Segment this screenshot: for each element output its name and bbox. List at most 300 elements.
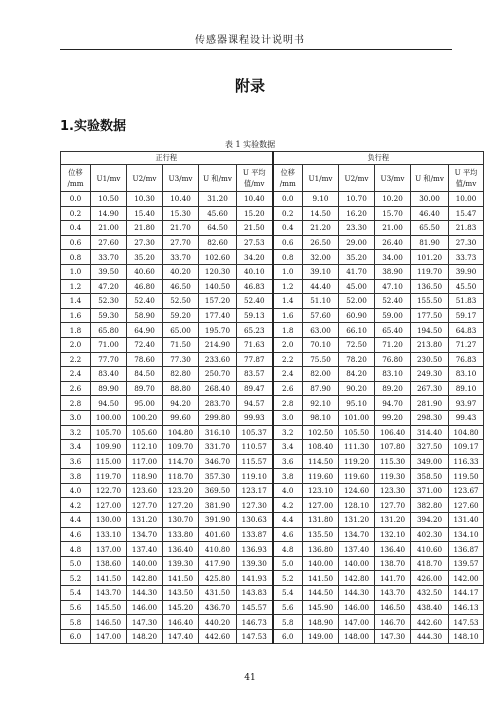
table-cell: 90.20 — [339, 381, 375, 396]
table-cell: 298.30 — [411, 410, 449, 425]
table-row — [61, 352, 484, 367]
table-cell: 147.53 — [449, 615, 484, 630]
table-cell: 89.90 — [91, 381, 127, 396]
table-cell: 331.70 — [199, 440, 237, 455]
table-cell: 59.17 — [449, 308, 484, 323]
table-cell: 105.50 — [339, 425, 375, 440]
table-cell: 177.40 — [199, 308, 237, 323]
table-cell: 0.0 — [61, 192, 91, 207]
table-cell: 4.6 — [273, 527, 303, 542]
table-cell: 144.17 — [449, 586, 484, 601]
table-cell: 123.20 — [163, 483, 199, 498]
table-cell: 0.6 — [273, 235, 303, 250]
table-cell: 141.70 — [375, 571, 411, 586]
appendix-title: 附录 — [234, 77, 265, 95]
table-cell: 95.00 — [127, 396, 163, 411]
table-cell: 71.27 — [449, 337, 484, 352]
table-cell: 137.40 — [127, 542, 163, 557]
table-cell: 138.60 — [91, 556, 127, 571]
table-cell: 136.93 — [237, 542, 273, 557]
table-cell: 115.30 — [375, 454, 411, 469]
table-cell: 145.20 — [163, 600, 199, 615]
table-cell: 431.50 — [199, 586, 237, 601]
table-cell: 2.4 — [61, 367, 91, 382]
table-row — [61, 600, 484, 615]
table-cell: 147.40 — [163, 629, 199, 644]
table-cell: 119.30 — [375, 469, 411, 484]
table-row — [61, 192, 484, 207]
table-row — [61, 381, 484, 396]
table-cell: 23.30 — [339, 221, 375, 236]
table-cell: 145.50 — [91, 600, 127, 615]
table-row — [61, 367, 484, 382]
experiment-data-table — [60, 151, 484, 644]
table-cell: 5.0 — [61, 556, 91, 571]
table-cell: 21.70 — [163, 221, 199, 236]
table-cell: 100.20 — [127, 410, 163, 425]
table-cell: 89.47 — [237, 381, 273, 396]
table-cell: 2.4 — [273, 367, 303, 382]
table-cell: 109.17 — [449, 440, 484, 455]
table-cell: 4.0 — [273, 483, 303, 498]
table-cell: 72.50 — [339, 337, 375, 352]
table-cell: 78.20 — [339, 352, 375, 367]
table-row — [61, 483, 484, 498]
table-cell: 39.90 — [449, 264, 484, 279]
table-cell: 83.57 — [237, 367, 273, 382]
table-row — [61, 527, 484, 542]
table-cell: 147.00 — [339, 615, 375, 630]
table-cell: 46.40 — [411, 206, 449, 221]
table-caption: 表 1 实验数据 — [224, 140, 276, 149]
table-cell: 146.73 — [237, 615, 273, 630]
table-cell: 4.2 — [273, 498, 303, 513]
table-cell: 4.0 — [61, 483, 91, 498]
table-cell: 118.70 — [163, 469, 199, 484]
table-row — [61, 264, 484, 279]
table-cell: 134.70 — [127, 527, 163, 542]
table-cell: 34.00 — [375, 250, 411, 265]
table-cell: 59.30 — [91, 308, 127, 323]
table-cell: 63.00 — [303, 323, 339, 338]
table-cell: 0.4 — [61, 221, 91, 236]
table-cell: 116.33 — [449, 454, 484, 469]
table-cell: 127.60 — [449, 498, 484, 513]
table-cell: 442.60 — [199, 629, 237, 644]
table-cell: 95.10 — [339, 396, 375, 411]
column-header-reverse: U 和/mv — [411, 165, 449, 192]
table-row — [61, 629, 484, 644]
column-header-forward: U 和/mv — [199, 165, 237, 192]
table-cell: 71.63 — [237, 337, 273, 352]
table-row — [61, 396, 484, 411]
table-cell: 3.6 — [61, 454, 91, 469]
table-cell: 230.50 — [411, 352, 449, 367]
table-cell: 21.00 — [91, 221, 127, 236]
table-cell: 5.4 — [273, 586, 303, 601]
table-cell: 65.00 — [163, 323, 199, 338]
table-cell: 3.2 — [273, 425, 303, 440]
table-cell: 64.83 — [449, 323, 484, 338]
table-cell: 77.87 — [237, 352, 273, 367]
table-cell: 105.70 — [91, 425, 127, 440]
table-cell: 41.70 — [339, 264, 375, 279]
table-cell: 21.80 — [127, 221, 163, 236]
table-cell: 131.40 — [449, 513, 484, 528]
table-cell: 10.70 — [339, 192, 375, 207]
table-cell: 6.0 — [273, 629, 303, 644]
table-cell: 52.30 — [91, 294, 127, 309]
table-row — [61, 323, 484, 338]
table-cell: 2.8 — [273, 396, 303, 411]
table-row — [61, 235, 484, 250]
table-cell: 119.10 — [237, 469, 273, 484]
table-cell: 82.80 — [163, 367, 199, 382]
table-cell: 1.6 — [61, 308, 91, 323]
table-cell: 346.70 — [199, 454, 237, 469]
table-cell: 45.50 — [449, 279, 484, 294]
table-cell: 143.70 — [91, 586, 127, 601]
table-cell: 214.90 — [199, 337, 237, 352]
table-row — [61, 498, 484, 513]
table-cell: 4.6 — [61, 527, 91, 542]
table-cell: 99.43 — [449, 410, 484, 425]
table-row — [61, 615, 484, 630]
table-cell: 2.6 — [273, 381, 303, 396]
table-cell: 123.10 — [303, 483, 339, 498]
table-cell: 71.20 — [375, 337, 411, 352]
table-cell: 52.40 — [237, 294, 273, 309]
table-cell: 46.83 — [237, 279, 273, 294]
table-cell: 0.8 — [273, 250, 303, 265]
table-cell: 31.20 — [199, 192, 237, 207]
table-cell: 92.10 — [303, 396, 339, 411]
table-cell: 131.80 — [303, 513, 339, 528]
table-cell: 88.80 — [163, 381, 199, 396]
table-cell: 40.10 — [237, 264, 273, 279]
table-cell: 107.80 — [375, 440, 411, 455]
table-cell: 93.97 — [449, 396, 484, 411]
column-header-reverse: U1/mv — [303, 165, 339, 192]
table-cell: 59.13 — [237, 308, 273, 323]
table-cell: 1.2 — [61, 279, 91, 294]
table-group-header-row — [61, 152, 484, 165]
table-cell: 1.6 — [273, 308, 303, 323]
table-cell: 130.00 — [91, 513, 127, 528]
table-cell: 143.83 — [237, 586, 273, 601]
header-divider — [60, 49, 452, 50]
column-header-forward: 位移 /mm — [61, 165, 91, 192]
table-cell: 65.23 — [237, 323, 273, 338]
table-cell: 127.00 — [303, 498, 339, 513]
table-cell: 47.10 — [375, 279, 411, 294]
table-cell: 358.50 — [411, 469, 449, 484]
table-cell: 100.00 — [91, 410, 127, 425]
table-cell: 87.90 — [303, 381, 339, 396]
table-cell: 38.90 — [375, 264, 411, 279]
table-cell: 35.20 — [339, 250, 375, 265]
table-cell: 4.8 — [61, 542, 91, 557]
table-cell: 26.40 — [375, 235, 411, 250]
table-cell: 52.00 — [339, 294, 375, 309]
table-cell: 438.40 — [411, 600, 449, 615]
table-cell: 51.10 — [303, 294, 339, 309]
table-cell: 21.20 — [303, 221, 339, 236]
table-cell: 52.40 — [127, 294, 163, 309]
table-cell: 128.10 — [339, 498, 375, 513]
table-cell: 3.4 — [61, 440, 91, 455]
table-cell: 71.00 — [91, 337, 127, 352]
table-cell: 4.2 — [61, 498, 91, 513]
column-header-forward: U1/mv — [91, 165, 127, 192]
table-cell: 83.40 — [91, 367, 127, 382]
table-cell: 118.90 — [127, 469, 163, 484]
table-cell: 64.90 — [127, 323, 163, 338]
table-row — [61, 440, 484, 455]
table-cell: 135.50 — [303, 527, 339, 542]
table-cell: 432.50 — [411, 586, 449, 601]
table-row — [61, 410, 484, 425]
table-cell: 44.40 — [303, 279, 339, 294]
table-cell: 123.67 — [449, 483, 484, 498]
table-cell: 0.2 — [61, 206, 91, 221]
table-cell: 142.80 — [127, 571, 163, 586]
table-cell: 94.50 — [91, 396, 127, 411]
table-cell: 141.93 — [237, 571, 273, 586]
table-cell: 148.90 — [303, 615, 339, 630]
table-cell: 10.50 — [91, 192, 127, 207]
table-cell: 114.50 — [303, 454, 339, 469]
table-cell: 5.2 — [61, 571, 91, 586]
table-cell: 101.20 — [411, 250, 449, 265]
table-cell: 140.00 — [303, 556, 339, 571]
table-cell: 94.20 — [163, 396, 199, 411]
table-cell: 144.30 — [339, 586, 375, 601]
table-cell: 146.70 — [375, 615, 411, 630]
table-cell: 1.2 — [273, 279, 303, 294]
table-cell: 26.50 — [303, 235, 339, 250]
table-cell: 132.10 — [375, 527, 411, 542]
table-cell: 155.50 — [411, 294, 449, 309]
table-cell: 0.6 — [61, 235, 91, 250]
table-cell: 140.00 — [339, 556, 375, 571]
table-cell: 45.60 — [199, 206, 237, 221]
table-cell: 102.60 — [199, 250, 237, 265]
table-cell: 75.50 — [303, 352, 339, 367]
table-cell: 436.70 — [199, 600, 237, 615]
table-cell: 140.00 — [127, 556, 163, 571]
table-cell: 3.8 — [273, 469, 303, 484]
table-cell: 21.00 — [375, 221, 411, 236]
table-cell: 440.20 — [199, 615, 237, 630]
table-cell: 40.60 — [127, 264, 163, 279]
table-cell: 444.30 — [411, 629, 449, 644]
table-cell: 10.20 — [375, 192, 411, 207]
table-cell: 131.20 — [127, 513, 163, 528]
table-cell: 148.10 — [449, 629, 484, 644]
table-row — [61, 513, 484, 528]
table-cell: 401.60 — [199, 527, 237, 542]
table-cell: 99.20 — [375, 410, 411, 425]
table-cell: 65.80 — [91, 323, 127, 338]
table-cell: 123.60 — [127, 483, 163, 498]
table-cell: 82.00 — [303, 367, 339, 382]
table-cell: 381.90 — [199, 498, 237, 513]
table-cell: 148.00 — [339, 629, 375, 644]
table-cell: 2.2 — [61, 352, 91, 367]
table-cell: 10.40 — [163, 192, 199, 207]
table-row — [61, 294, 484, 309]
table-cell: 5.4 — [61, 586, 91, 601]
table-cell: 78.60 — [127, 352, 163, 367]
table-cell: 394.20 — [411, 513, 449, 528]
table-cell: 281.90 — [411, 396, 449, 411]
page-number: 41 — [244, 673, 256, 683]
table-cell: 15.40 — [127, 206, 163, 221]
table-cell: 83.10 — [375, 367, 411, 382]
table-cell: 57.60 — [303, 308, 339, 323]
table-cell: 45.00 — [339, 279, 375, 294]
table-cell: 134.70 — [339, 527, 375, 542]
table-cell: 145.90 — [303, 600, 339, 615]
table-cell: 136.50 — [411, 279, 449, 294]
table-cell: 136.40 — [375, 542, 411, 557]
table-cell: 3.6 — [273, 454, 303, 469]
table-cell: 29.00 — [339, 235, 375, 250]
table-cell: 0.4 — [273, 221, 303, 236]
table-cell: 5.8 — [61, 615, 91, 630]
table-cell: 27.70 — [163, 235, 199, 250]
table-cell: 418.70 — [411, 556, 449, 571]
table-cell: 146.50 — [91, 615, 127, 630]
table-cell: 14.90 — [91, 206, 127, 221]
table-cell: 16.20 — [339, 206, 375, 221]
table-cell: 32.00 — [303, 250, 339, 265]
table-cell: 21.50 — [237, 221, 273, 236]
table-cell: 141.50 — [303, 571, 339, 586]
table-cell: 5.0 — [273, 556, 303, 571]
table-row — [61, 425, 484, 440]
table-cell: 123.30 — [375, 483, 411, 498]
table-cell: 119.60 — [303, 469, 339, 484]
table-cell: 146.13 — [449, 600, 484, 615]
table-cell: 89.70 — [127, 381, 163, 396]
table-cell: 89.10 — [449, 381, 484, 396]
table-cell: 110.57 — [237, 440, 273, 455]
table-cell: 27.60 — [91, 235, 127, 250]
table-cell: 123.17 — [237, 483, 273, 498]
table-cell: 46.80 — [127, 279, 163, 294]
table-cell: 1.0 — [61, 264, 91, 279]
table-cell: 140.50 — [199, 279, 237, 294]
table-cell: 33.73 — [449, 250, 484, 265]
table-cell: 52.40 — [375, 294, 411, 309]
table-cell: 10.30 — [127, 192, 163, 207]
table-cell: 127.70 — [375, 498, 411, 513]
table-cell: 27.30 — [449, 235, 484, 250]
table-cell: 27.30 — [127, 235, 163, 250]
table-cell: 144.50 — [303, 586, 339, 601]
table-cell: 1.4 — [273, 294, 303, 309]
section-title: 1.实验数据 — [60, 119, 126, 134]
table-cell: 283.70 — [199, 396, 237, 411]
table-cell: 94.70 — [375, 396, 411, 411]
table-cell: 139.30 — [237, 556, 273, 571]
table-row — [61, 586, 484, 601]
table-cell: 391.90 — [199, 513, 237, 528]
table-cell: 369.50 — [199, 483, 237, 498]
table-cell: 133.10 — [91, 527, 127, 542]
table-cell: 114.70 — [163, 454, 199, 469]
table-cell: 81.90 — [411, 235, 449, 250]
table-cell: 5.2 — [273, 571, 303, 586]
table-cell: 147.00 — [91, 629, 127, 644]
table-cell: 144.30 — [127, 586, 163, 601]
table-cell: 1.8 — [61, 323, 91, 338]
column-header-forward: U2/mv — [127, 165, 163, 192]
table-cell: 59.20 — [163, 308, 199, 323]
table-cell: 33.70 — [163, 250, 199, 265]
table-cell: 426.00 — [411, 571, 449, 586]
table-cell: 115.00 — [91, 454, 127, 469]
table-cell: 327.50 — [411, 440, 449, 455]
table-cell: 34.20 — [237, 250, 273, 265]
table-row — [61, 469, 484, 484]
table-cell: 142.00 — [449, 571, 484, 586]
table-cell: 30.00 — [411, 192, 449, 207]
table-cell: 115.57 — [237, 454, 273, 469]
table-cell: 101.00 — [339, 410, 375, 425]
table-cell: 136.87 — [449, 542, 484, 557]
table-cell: 39.50 — [91, 264, 127, 279]
table-cell: 10.40 — [237, 192, 273, 207]
table-cell: 177.50 — [411, 308, 449, 323]
table-cell: 58.90 — [127, 308, 163, 323]
table-cell: 2.6 — [61, 381, 91, 396]
table-cell: 102.50 — [303, 425, 339, 440]
table-cell: 5.6 — [61, 600, 91, 615]
table-cell: 119.60 — [339, 469, 375, 484]
table-cell: 76.83 — [449, 352, 484, 367]
table-cell: 133.80 — [163, 527, 199, 542]
table-column-header-row — [61, 165, 484, 192]
table-cell: 109.70 — [163, 440, 199, 455]
table-cell: 15.20 — [237, 206, 273, 221]
table-cell: 106.40 — [375, 425, 411, 440]
table-cell: 141.50 — [91, 571, 127, 586]
table-cell: 122.70 — [91, 483, 127, 498]
table-cell: 98.10 — [303, 410, 339, 425]
table-cell: 89.20 — [375, 381, 411, 396]
table-cell: 47.20 — [91, 279, 127, 294]
table-cell: 1.8 — [273, 323, 303, 338]
table-cell: 141.50 — [163, 571, 199, 586]
table-cell: 112.10 — [127, 440, 163, 455]
table-cell: 1.0 — [273, 264, 303, 279]
table-cell: 2.0 — [61, 337, 91, 352]
table-cell: 83.10 — [449, 367, 484, 382]
table-cell: 105.60 — [127, 425, 163, 440]
table-cell: 417.90 — [199, 556, 237, 571]
column-header-forward: U 平均 值/mv — [237, 165, 273, 192]
table-cell: 46.50 — [163, 279, 199, 294]
table-cell: 52.50 — [163, 294, 199, 309]
table-cell: 4.8 — [273, 542, 303, 557]
table-cell: 137.40 — [339, 542, 375, 557]
table-cell: 143.50 — [163, 586, 199, 601]
table-row — [61, 542, 484, 557]
table-cell: 15.70 — [375, 206, 411, 221]
